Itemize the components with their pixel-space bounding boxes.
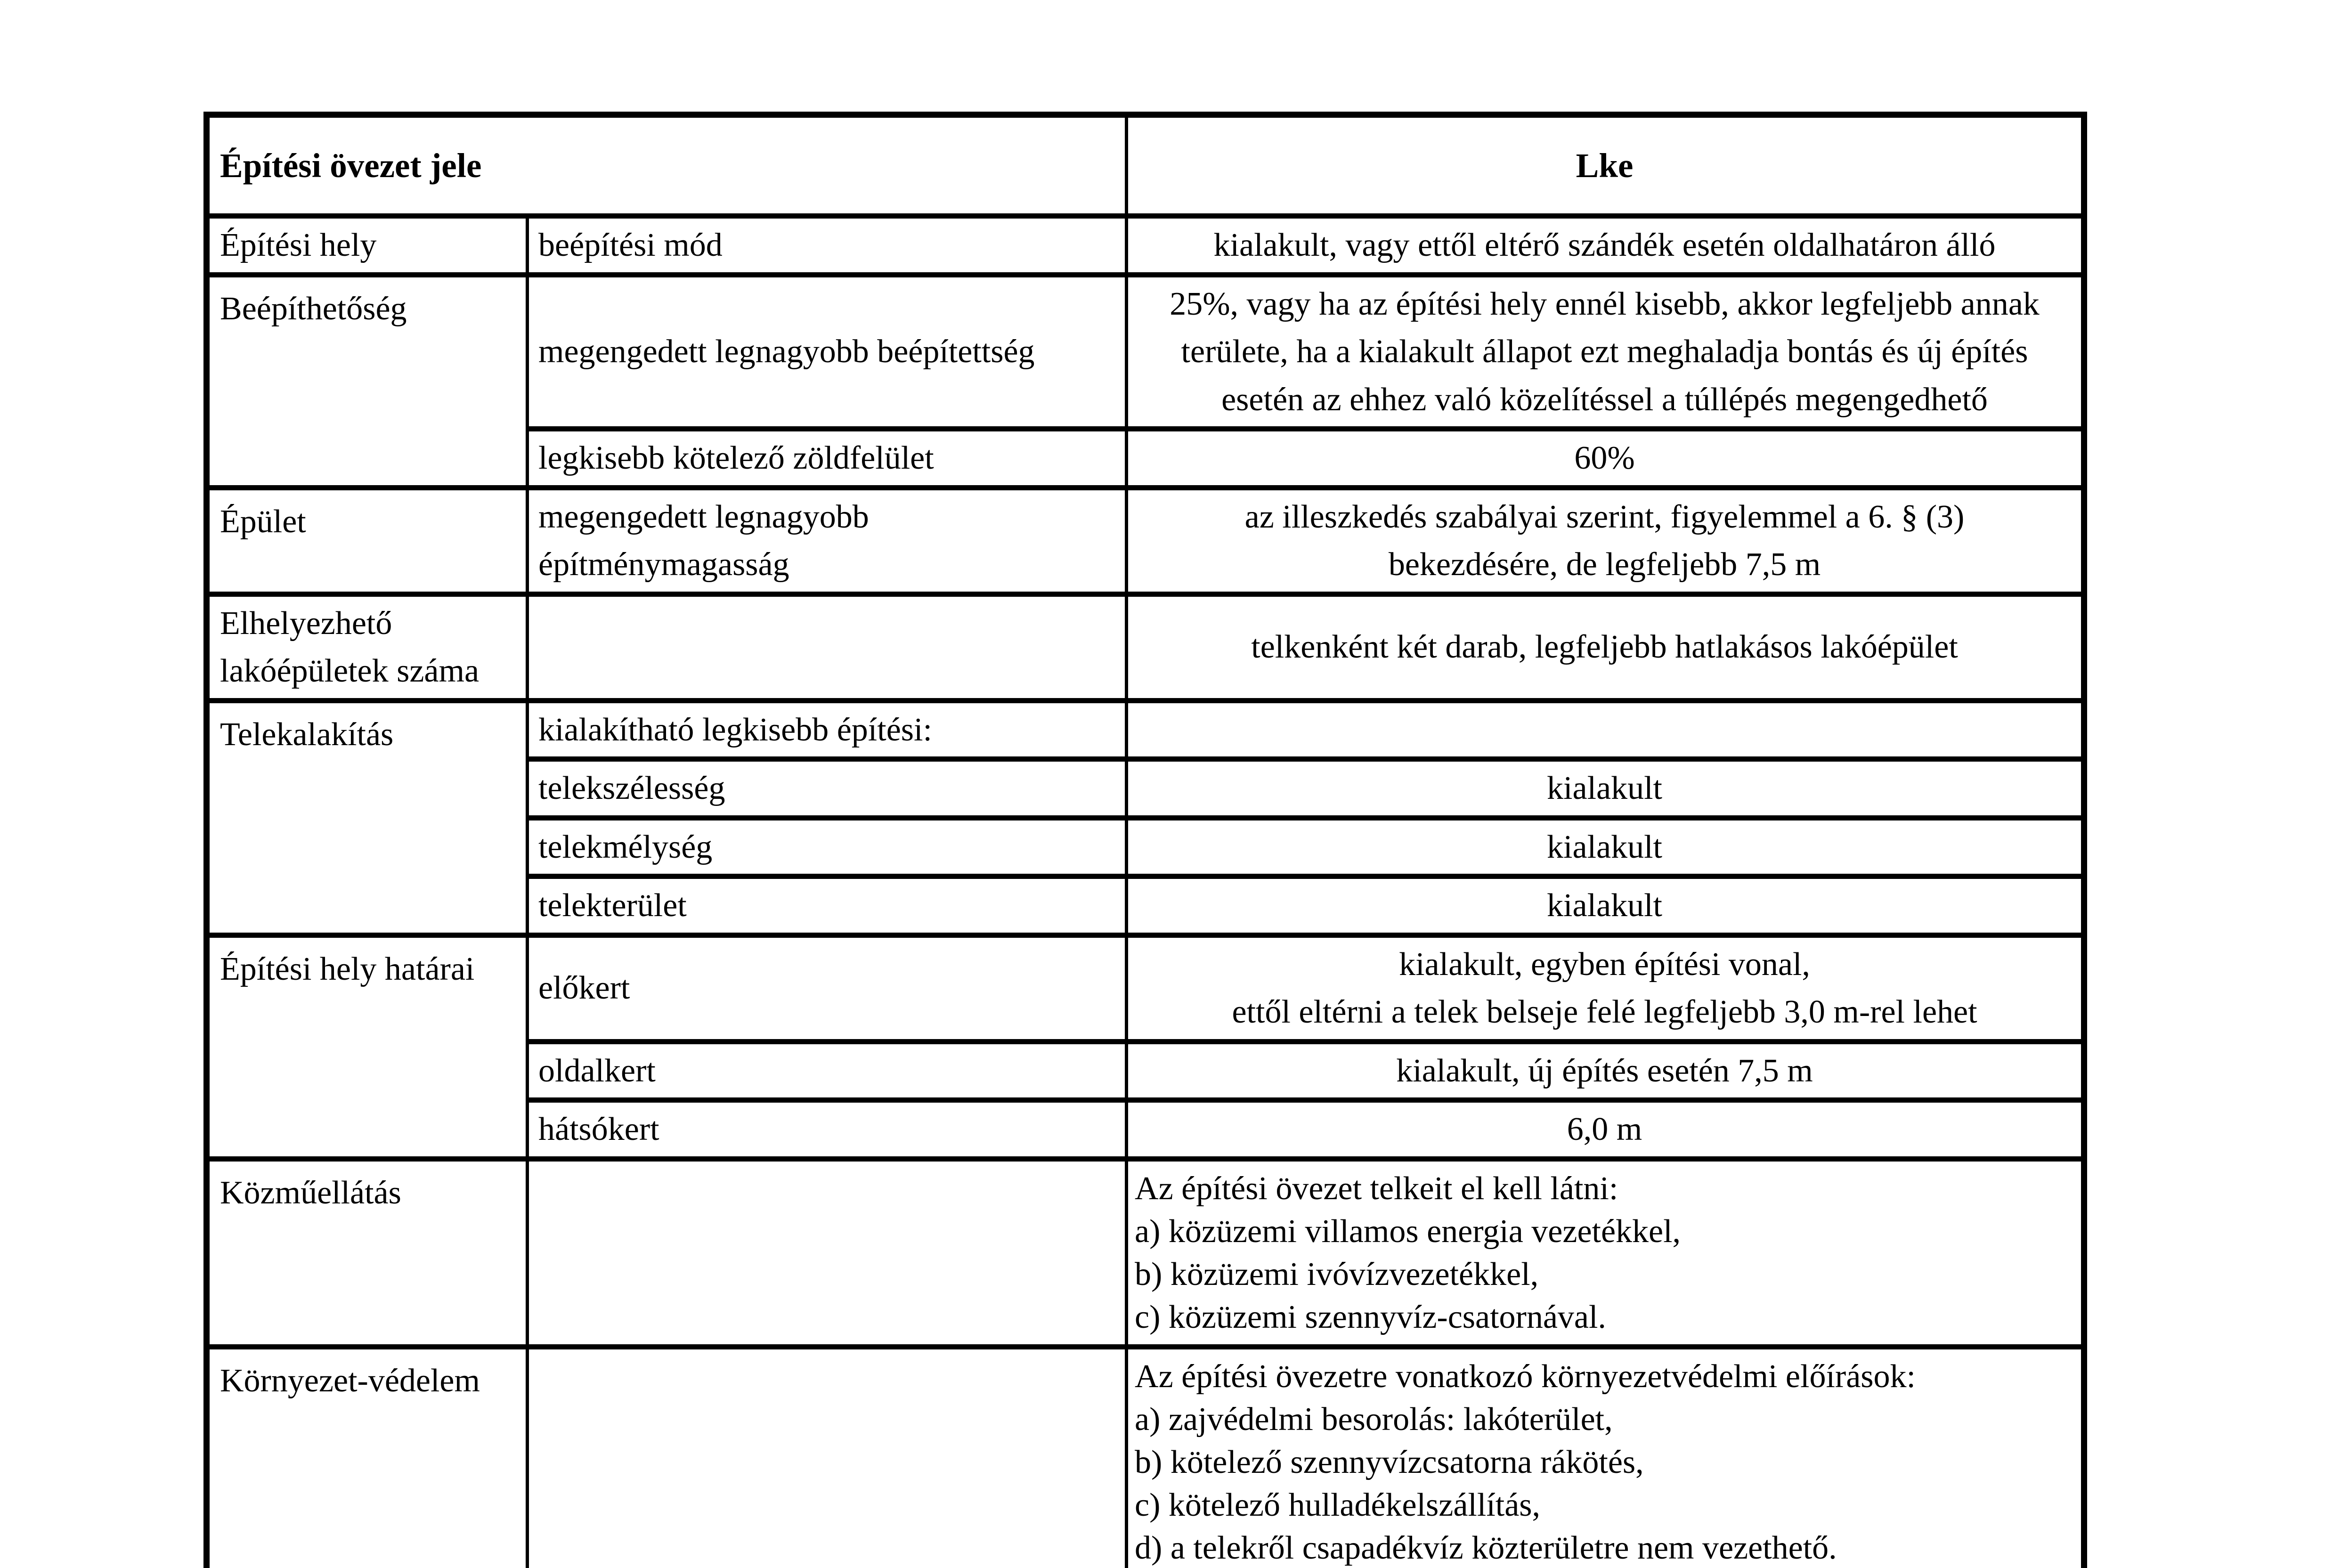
parameter-max-coverage: megengedett legnagyobb beépítettség <box>528 275 1127 429</box>
parameter-side-garden: oldalkert <box>528 1041 1127 1100</box>
value-line: c) kötelező hulladékelszállítás, <box>1135 1487 1541 1523</box>
category-placeable-dwellings: Elhelyezhető lakóépületek száma <box>207 594 528 700</box>
table-row-public-utilities <box>207 1159 2084 1347</box>
empty-cell <box>528 1159 1127 1347</box>
value-line: esetén az ehhez való közelítéssel a túllépés megengedhető <box>1221 381 1988 418</box>
value-max-coverage <box>1127 275 2084 429</box>
value-line: b) közüzemi ivóvízvezetékkel, <box>1135 1256 1539 1292</box>
value-min-green-surface: 60% <box>1127 429 2084 488</box>
value-line: c) közüzemi szennyvíz-csatornával. <box>1135 1299 1606 1335</box>
parameter-line: megengedett legnagyobb <box>538 498 869 535</box>
category-building-site-boundaries: Építési hely határai <box>207 935 528 1159</box>
parameter-rear-garden: hátsókert <box>528 1100 1127 1159</box>
category-building-site: Építési hely <box>207 216 528 275</box>
empty-cell <box>1127 700 2084 759</box>
table-row-header <box>207 115 2084 216</box>
parameter-front-garden: előkert <box>528 935 1127 1041</box>
value-max-building-height <box>1127 487 2084 594</box>
value-line: bekezdésére, de legfeljebb 7,5 m <box>1388 546 1821 583</box>
zoning-regulations-table <box>203 112 2087 1568</box>
value-line: területe, ha a kialakult állapot ezt meghaladja bontás és új építés <box>1181 333 2028 370</box>
value-line: Az építési övezet telkeit el kell látni: <box>1135 1170 1618 1207</box>
parameter-min-formable-plot: kialakítható legkisebb építési: <box>528 700 1127 759</box>
zone-designation-label-cell: Építési övezet jele <box>207 115 1127 216</box>
value-plot-width: kialakult <box>1127 759 2084 818</box>
value-plot-depth: kialakult <box>1127 818 2084 877</box>
value-line: b) kötelező szennyvízcsatorna rákötés, <box>1135 1444 1644 1480</box>
value-building-mode: kialakult, vagy ettől eltérő szándék esetén oldalhatáron álló <box>1127 216 2084 275</box>
value-line: az illeszkedés szabályai szerint, figyelemmel a 6. § (3) <box>1244 498 1965 535</box>
category-environmental-protection: Környezet-védelem <box>207 1347 528 1568</box>
table-row-building-site <box>207 216 2084 275</box>
empty-cell <box>528 594 1127 700</box>
value-plot-area: kialakult <box>1127 877 2084 935</box>
value-line: a) zajvédelmi besorolás: lakóterület, <box>1135 1401 1613 1438</box>
parameter-line: építménymagasság <box>538 546 789 583</box>
parameter-min-green-surface: legkisebb kötelező zöldfelület <box>528 429 1127 488</box>
value-line: Az építési övezetre vonatkozó környezetvédelmi előírások: <box>1135 1358 1916 1395</box>
category-plot-formation: Telekalakítás <box>207 700 528 935</box>
category-public-utilities: Közműellátás <box>207 1159 528 1347</box>
value-line: a) közüzemi villamos energia vezetékkel, <box>1135 1213 1681 1250</box>
parameter-plot-depth: telekmélység <box>528 818 1127 877</box>
zone-code-cell: Lke <box>1127 115 2084 216</box>
value-placeable-dwellings: telkenként két darab, legfeljebb hatlakásos lakóépület <box>1127 594 2084 700</box>
value-environmental-protection <box>1127 1347 2084 1568</box>
value-public-utilities <box>1127 1159 2084 1347</box>
table-row-plot-formation <box>207 700 2084 759</box>
value-line: kialakult, egyben építési vonal, <box>1399 946 1810 983</box>
value-line: d) a telekről csapadékvíz közterületre nem vezethető. <box>1135 1529 1837 1566</box>
value-front-garden <box>1127 935 2084 1041</box>
value-line: 25%, vagy ha az építési hely ennél kisebb, akkor legfeljebb annak <box>1170 285 2040 322</box>
parameter-building-mode: beépítési mód <box>528 216 1127 275</box>
category-building: Épület <box>207 487 528 594</box>
table-row-front-garden <box>207 935 2084 1041</box>
table-row-coverage <box>207 275 2084 429</box>
value-rear-garden: 6,0 m <box>1127 1100 2084 1159</box>
value-side-garden: kialakult, új építés esetén 7,5 m <box>1127 1041 2084 1100</box>
parameter-plot-width: telekszélesség <box>528 759 1127 818</box>
table-row-placeable-dwellings <box>207 594 2084 700</box>
table-row-building <box>207 487 2084 594</box>
parameter-max-building-height <box>528 487 1127 594</box>
empty-cell <box>528 1347 1127 1568</box>
value-line: ettől eltérni a telek belseje felé legfeljebb 3,0 m-rel lehet <box>1232 994 1977 1030</box>
category-coverage: Beépíthetőség <box>207 275 528 487</box>
parameter-plot-area: telekterület <box>528 877 1127 935</box>
table-row-environmental-protection <box>207 1347 2084 1568</box>
